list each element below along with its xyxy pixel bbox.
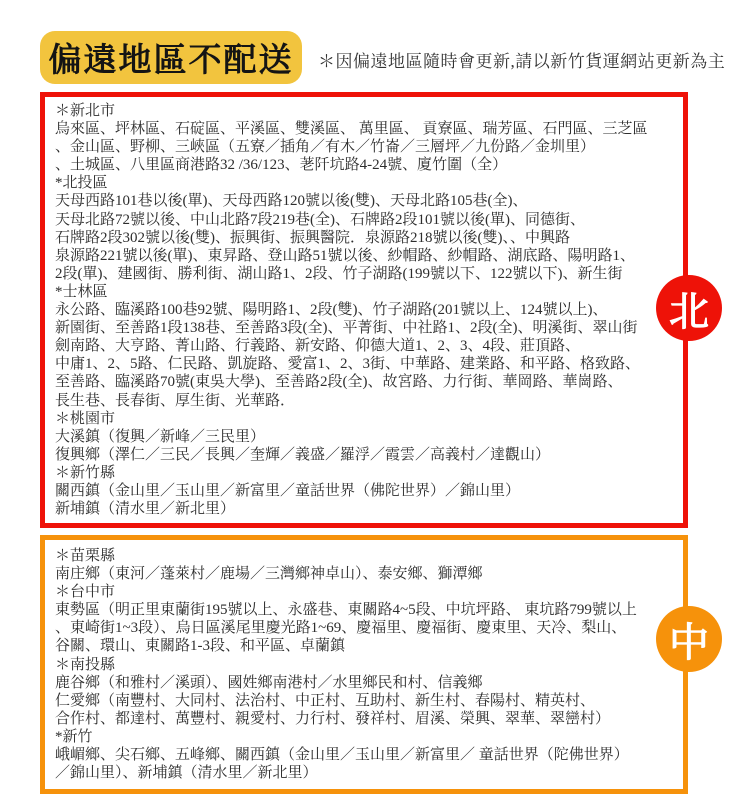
- area-text-line: 大溪鎮（復興／新峰／三民里）: [55, 428, 266, 445]
- area-text-line: 2段(單)、建國街、勝利街、湖山路1、2段、竹子湖路(199號以下、122號以下)、新生街: [55, 265, 623, 282]
- area-text-line: 復興鄉（澤仁／三民／長興／奎輝／義盛／羅浮／霞雲／高義村／達觀山）: [55, 446, 551, 463]
- area-text-line: 天母北路72號以後、中山北路7段219巷(全)、石牌路2段101號以後(單)、同德街、: [55, 211, 585, 228]
- area-text-line: ＊南投縣: [55, 656, 116, 673]
- area-text-line: ＊桃園市: [55, 410, 116, 427]
- area-text-line: 峨嵋鄉、尖石鄉、五峰鄉、關西鎮（金山里／玉山里／新富里／ 童話世界（陀佛世界）: [55, 747, 629, 764]
- area-text-line: 關西鎮（金山里／玉山里／新富里／童話世界（佛陀世界）／錦山里）: [55, 482, 521, 499]
- area-text-line: 、土城區、八里區商港路32 /36/123、荖阡坑路4-24號、廈竹圍（全）: [55, 157, 508, 174]
- area-text-line: 南庄鄉（東河／蓬萊村／鹿場／三灣鄉神卓山）、泰安鄉、獅潭鄉: [55, 566, 483, 583]
- area-text-line: *新竹: [55, 728, 93, 745]
- north-region-box: [40, 92, 688, 528]
- area-text-line: 、金山區、野柳、三峽區（五寮／插角／有木／竹崙／三層坪／九份路／金圳里）: [55, 139, 596, 156]
- area-text-line: 至善路、臨溪路70號(東吳大學)、至善路2段(全)、故宮路、力行街、華岡路、華崗路、: [55, 374, 623, 391]
- update-note: ＊因偏遠地區隨時會更新,請以新竹貨運網站更新為主: [318, 52, 726, 71]
- central-region-badge: 中: [656, 606, 722, 672]
- area-text-line: 泉源路221號以後(單)、東昇路、登山路51號以後、紗帽路、紗帽路、湖底路、陽明路1、: [55, 247, 635, 264]
- area-text-line: 永公路、臨溪路100巷92號、陽明路1、2段(雙)、竹子湖路(201號以上、124號以上)、: [55, 302, 608, 319]
- area-text-line: 仁愛鄉（南豐村、大同村、法治村、中正村、互助村、新生村、春陽村、精英村、: [55, 692, 596, 709]
- area-text-line: 天母西路101巷以後(單)、天母西路120號以後(雙)、天母北路105巷(全)、: [55, 193, 528, 210]
- area-text-line: 新園街、至善路1段138巷、至善路3段(全)、平菁街、中社路1、2段(全)、明溪街、翠山街: [55, 320, 638, 337]
- area-text-line: ＊苗栗縣: [55, 548, 116, 564]
- area-text-line: 、東崎街1~3段）、烏日區溪尾里慶光路1~69、慶福里、慶福街、慶東里、天冷、梨山、: [55, 620, 627, 637]
- area-text-line: 長生巷、長春街、厚生街、光華路．: [55, 392, 296, 409]
- north-region-badge: 北: [656, 275, 722, 341]
- area-text-line: *北投區: [55, 175, 108, 192]
- area-text-line: 合作村、都達村、萬豐村、親愛村、力行村、發祥村、眉溪、榮興、翠華、翠巒村）: [55, 710, 611, 727]
- area-text-line: 烏來區、坪林區、石碇區、平溪區、雙溪區、 萬里區、 貢寮區、瑞芳區、石門區、三芝區: [55, 121, 648, 138]
- area-text-line: ＊新竹縣: [55, 464, 116, 481]
- area-text-line: 鹿谷鄉（和雅村／溪頭）、國姓鄉南港村／水里鄉民和村、信義鄉: [55, 674, 483, 691]
- area-text-line: 新埔鎮（清水里／新北里）: [55, 501, 236, 518]
- area-text-line: 中庸1、2、5路、仁民路、凱旋路、愛富1、2、3街、中華路、建業路、和平路、格致路、: [55, 356, 641, 373]
- no-delivery-title-badge: 偏遠地區不配送: [40, 31, 302, 84]
- area-text-line: 東勢區（明正里東蘭街195號以上、永盛巷、東關路4~5段、中坑坪路、 東坑路799號以上: [55, 602, 637, 619]
- area-text-line: 谷關、環山、東關路1-3段、和平區、卓蘭鎮: [55, 638, 345, 655]
- area-text-line: ／錦山里）、新埔鎮（清水里／新北里）: [55, 765, 318, 782]
- area-text-line: *士林區: [55, 283, 108, 300]
- central-region-box: [40, 535, 688, 794]
- area-text-line: ＊台中市: [55, 584, 116, 601]
- area-text-line: 劍南路、大亨路、菁山路、行義路、新安路、仰德大道1、2、3、4段、莊頂路、: [55, 338, 581, 355]
- area-text-line: 石牌路2段302號以後(雙)、振興街、振興醫院．泉源路218號以後(雙)、、中興路: [55, 229, 570, 246]
- area-text-line: ＊新北市: [55, 103, 116, 119]
